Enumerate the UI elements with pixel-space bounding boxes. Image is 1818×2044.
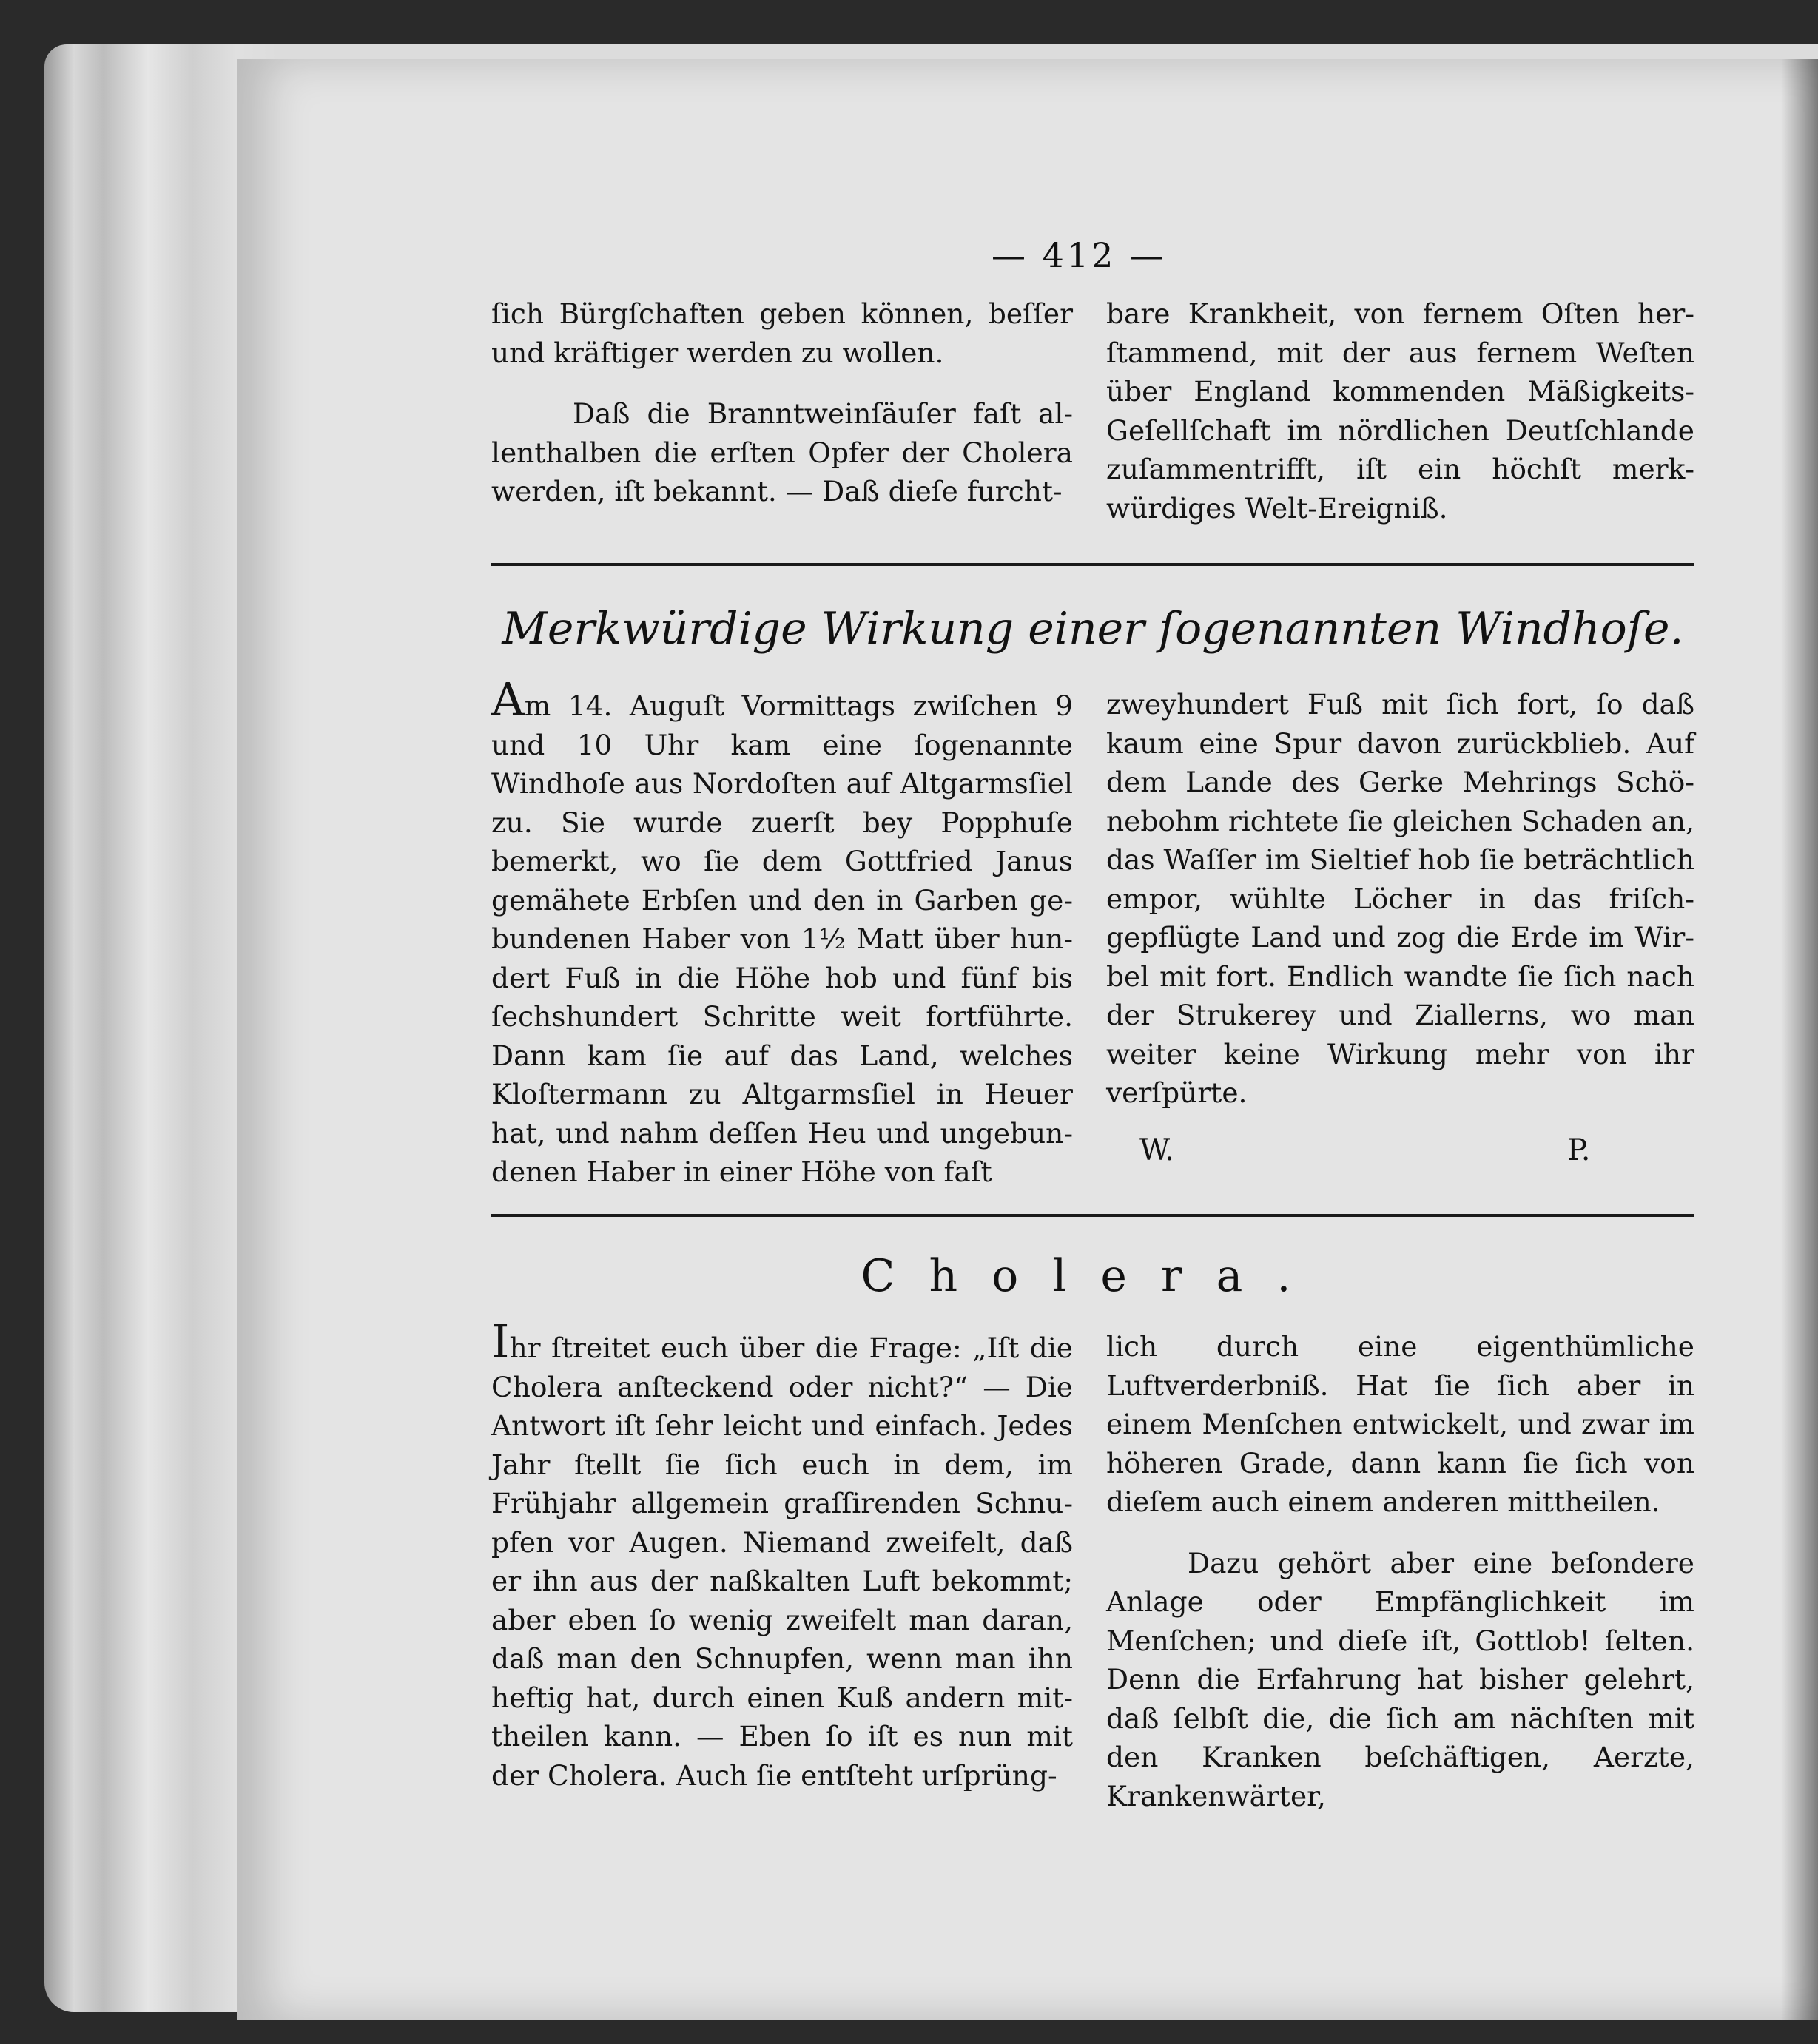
cholera-left-text: Ihr ſtreitet euch über die Frage: „Iſt die Cholera anſteckend oder nicht?“ — Die Antwort iſt ſehr leicht und einfach. Jedes Jahr ſtellt ſie ſich euch in dem, im Frühjahr allgemein graſſirenden Schnupfen vor Augen. Niemand zweifelt, daß er ihn aus der naßkalten Luft bekommt; aber eben ſo wenig zweifelt man daran, daß man den Schnupfen, wenn man ihn heftig hat, durch einen Kuß andern mittheilen kann. — Eben ſo iſt es nun mit der Cholera. Auch ſie entſteht urſprüng-: [491, 1315, 1073, 1792]
page-number: — 412 —: [992, 235, 1168, 275]
section-divider-1: [491, 563, 1694, 566]
top-right-column: [1106, 294, 1694, 527]
windhose-right-column: [1106, 685, 1694, 1113]
cholera-right-column: [1106, 1327, 1694, 1815]
windhose-right-text: zweyhundert Fuß mit ſich fort, ſo daß kaum eine Spur davon zurückblieb. Auf dem Lande des Gerke Mehrings Schönebohm richtete ſie gleichen Schaden an, das Waſſer im Sieltief hob ſie beträchtlich empor, wühlte Löcher in das friſchgepflügte Land und zog die Erde im Wirbel mit fort. Endlich wandte ſie ſich nach der Strukerey und Ziallerns, wo man weiter keine Wirkung mehr von ihr verſpürte.: [1106, 688, 1694, 1109]
top-left-paragraph-2: Daß die Branntweinſäuſer faſt allenthalben die erſten Opfer der Cholera werden, iſt bekannt. — Daß dieſe furcht-: [491, 397, 1073, 507]
signature-left: W.: [1139, 1133, 1174, 1167]
top-left-paragraph-1: ſich Bürgſchaften geben können, beſſer und kräftiger werden zu wollen.: [491, 297, 1073, 369]
windhose-left-text: Am 14. Auguſt Vormittags zwiſchen 9 und 10 Uhr kam eine ſogenannte Windhoſe aus Nordoſten auf Altgarmsſiel zu. Sie wurde zuerſt bey Popphuſe bemerkt, wo ſie dem Gottfried Janus gemähete Erbſen und den in Garben gebundenen Haber von 1½ Matt über hundert Fuß in die Höhe hob und fünf bis ſechshundert Schritte weit fortführte. Dann kam ſie auf das Land, welches Kloſtermann zu Altgarmsſiel in Heuer hat, und nahm deſſen Heu und ungebundenen Haber in einer Höhe von faſt: [491, 672, 1073, 1188]
article-title-cholera: Cholera.: [861, 1250, 1325, 1302]
top-left-column: [491, 294, 1073, 511]
top-right-paragraph-1: bare Krankheit, von fernem Oſten herſtammend, mit der aus fernem Weſten über England kommenden Mäßigkeits-Geſellſchaft im nördlichen Deutſchlande zuſammentrifft, iſt ein höchſt merkwürdiges Welt-Ereigniß.: [1106, 297, 1694, 525]
cholera-right-paragraph-1: lich durch eine eigenthümliche Luftverderbniß. Hat ſie ſich aber in einem Menſchen entwickelt, und zwar im höheren Grade, dann kann ſie ſich von dieſem auch einem anderen mittheilen.: [1106, 1330, 1694, 1518]
article-title-windhose: Merkwürdige Wirkung einer ſogenannten Windhoſe.: [502, 603, 1684, 655]
section-divider-2: [491, 1214, 1694, 1217]
cholera-right-paragraph-2: Dazu gehört aber eine beſondere Anlage oder Empfänglichkeit im Menſchen; und dieſe iſt, Gottlob! ſelten. Denn die Erfahrung hat bisher gelehrt, daß ſelbſt die, die ſich am nächſten mit den Kranken beſchäftigen, Aerzte, Krankenwärter,: [1106, 1546, 1694, 1812]
windhose-left-column: [491, 672, 1073, 1192]
signature-right: P.: [1567, 1133, 1591, 1167]
cholera-left-column: [491, 1315, 1073, 1795]
